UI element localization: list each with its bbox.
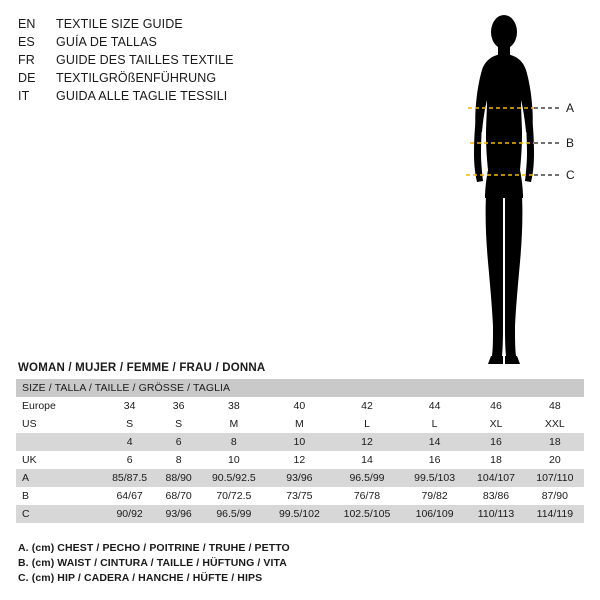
legend-row-c: C. (cm) HIP / CADERA / HANCHE / HÜFTE / HIPS <box>18 572 263 584</box>
female-silhouette-figure <box>430 8 590 368</box>
language-title-fr: GUIDE DES TAILLES TEXTILE <box>56 53 234 67</box>
row-label: US <box>16 415 102 433</box>
cell: 18 <box>526 433 584 451</box>
table-group-label: WOMAN / MUJER / FEMME / FRAU / DONNA <box>18 362 266 374</box>
cell: 10 <box>200 451 268 469</box>
cell: 16 <box>403 451 466 469</box>
cell: 12 <box>331 433 403 451</box>
cell: 64/67 <box>102 487 157 505</box>
language-title-en: TEXTILE SIZE GUIDE <box>56 17 183 31</box>
legend-row-a: A. (cm) CHEST / PECHO / POITRINE / TRUHE / PETTO <box>18 542 290 554</box>
cell: 10 <box>268 433 331 451</box>
cell: M <box>200 415 268 433</box>
cell: 73/75 <box>268 487 331 505</box>
cell: 107/110 <box>526 469 584 487</box>
measurement-label-c: C <box>566 168 575 182</box>
cell: 70/72.5 <box>200 487 268 505</box>
measurement-legend <box>18 542 578 587</box>
silhouette-body <box>474 15 534 364</box>
cell: 99.5/103 <box>403 469 466 487</box>
cell: 6 <box>157 433 200 451</box>
cell: 38 <box>200 397 268 415</box>
cell: 96.5/99 <box>331 469 403 487</box>
cell: 96.5/99 <box>200 505 268 523</box>
row-label: A <box>16 469 102 487</box>
cell: 20 <box>526 451 584 469</box>
cell: 79/82 <box>403 487 466 505</box>
language-title-de: TEXTILGRÖßENFÜHRUNG <box>56 71 217 85</box>
measurement-leaders <box>534 108 560 175</box>
row-label: UK <box>16 451 102 469</box>
size-table <box>16 379 584 523</box>
cell: S <box>157 415 200 433</box>
cell: L <box>331 415 403 433</box>
cell: 8 <box>200 433 268 451</box>
table-row <box>16 397 584 415</box>
cell: M <box>268 415 331 433</box>
table-header-row <box>16 379 584 397</box>
language-row-es <box>18 35 318 53</box>
cell: 16 <box>466 433 525 451</box>
language-code-fr: FR <box>18 53 35 67</box>
language-title-it: GUIDA ALLE TAGLIE TESSILI <box>56 89 228 103</box>
cell: 93/96 <box>268 469 331 487</box>
legend-row-b: B. (cm) WAIST / CINTURA / TAILLE / HÜFTUNG / VITA <box>18 557 287 569</box>
language-title-es: GUÍA DE TALLAS <box>56 35 157 49</box>
table-header-label: SIZE / TALLA / TAILLE / GRÖSSE / TAGLIA <box>16 379 584 397</box>
cell: 90/92 <box>102 505 157 523</box>
cell: XL <box>466 415 525 433</box>
language-code-it: IT <box>18 89 30 103</box>
cell: 46 <box>466 397 525 415</box>
cell: 14 <box>403 433 466 451</box>
language-code-de: DE <box>18 71 36 85</box>
cell: L <box>403 415 466 433</box>
table-row <box>16 469 584 487</box>
language-row-fr <box>18 53 318 71</box>
size-table-area <box>16 362 584 523</box>
language-code-en: EN <box>18 17 36 31</box>
language-titles <box>18 17 318 107</box>
measurement-label-a: A <box>566 101 575 115</box>
cell: 76/78 <box>331 487 403 505</box>
table-row <box>16 487 584 505</box>
cell: 48 <box>526 397 584 415</box>
cell: 18 <box>466 451 525 469</box>
cell: 68/70 <box>157 487 200 505</box>
measurement-label-b: B <box>566 136 575 150</box>
table-row <box>16 433 584 451</box>
cell: 44 <box>403 397 466 415</box>
cell: 42 <box>331 397 403 415</box>
cell: 104/107 <box>466 469 525 487</box>
language-row-it <box>18 89 318 107</box>
cell: 36 <box>157 397 200 415</box>
language-code-es: ES <box>18 35 35 49</box>
cell: 40 <box>268 397 331 415</box>
cell: 88/90 <box>157 469 200 487</box>
cell: 4 <box>102 433 157 451</box>
cell: S <box>102 415 157 433</box>
cell: 83/86 <box>466 487 525 505</box>
table-row <box>16 505 584 523</box>
cell: 114/119 <box>526 505 584 523</box>
cell: 110/113 <box>466 505 525 523</box>
table-row <box>16 415 584 433</box>
row-label: Europe <box>16 397 102 415</box>
language-row-en <box>18 17 318 35</box>
cell: 85/87.5 <box>102 469 157 487</box>
row-label: C <box>16 505 102 523</box>
cell: 102.5/105 <box>331 505 403 523</box>
cell: 34 <box>102 397 157 415</box>
row-label <box>16 433 102 451</box>
cell: 106/109 <box>403 505 466 523</box>
cell: 6 <box>102 451 157 469</box>
cell: 90.5/92.5 <box>200 469 268 487</box>
row-label: B <box>16 487 102 505</box>
language-row-de <box>18 71 318 89</box>
cell: 12 <box>268 451 331 469</box>
cell: 14 <box>331 451 403 469</box>
cell: 93/96 <box>157 505 200 523</box>
cell: 87/90 <box>526 487 584 505</box>
table-row <box>16 451 584 469</box>
cell: 8 <box>157 451 200 469</box>
cell: XXL <box>526 415 584 433</box>
cell: 99.5/102 <box>268 505 331 523</box>
